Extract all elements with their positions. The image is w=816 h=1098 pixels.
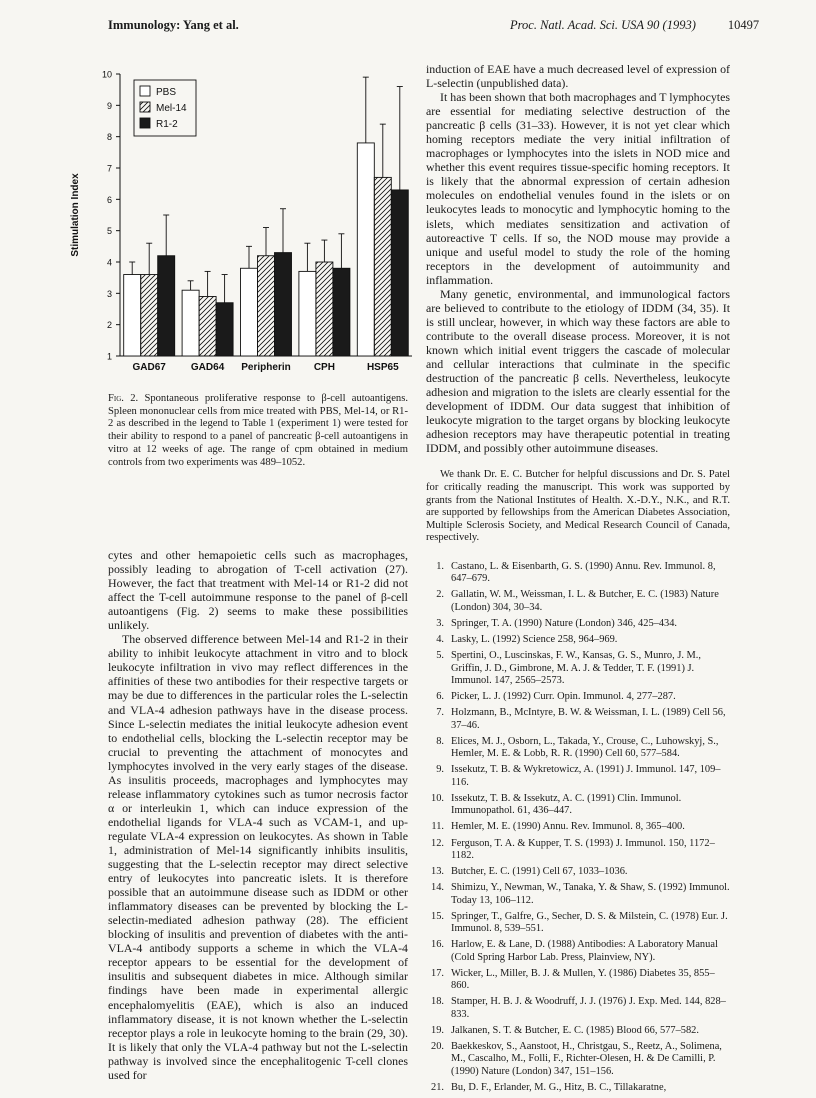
bar <box>374 177 391 356</box>
reference-item <box>426 939 730 964</box>
y-axis-label: Stimulation Index <box>70 173 81 257</box>
reference-item <box>426 764 730 789</box>
bar <box>182 290 199 356</box>
reference-text: Spertini, O., Luscinskas, F. W., Kansas, G. S., Munro, J. M., Griffin, J. D., Gimbrone, M. A. J. & Tedder, T. F. (1991) J. Immunol. 147, 2565–2573. <box>451 650 701 686</box>
reference-number: 19. <box>431 1024 444 1036</box>
reference-item <box>426 650 730 687</box>
bar <box>357 143 374 356</box>
reference-item <box>426 707 730 732</box>
reference-number: 4. <box>436 634 444 646</box>
reference-item <box>426 838 730 863</box>
y-tick-label: 2 <box>106 320 112 331</box>
reference-item <box>426 821 730 833</box>
reference-item <box>426 589 730 614</box>
reference-number: 16. <box>431 939 444 951</box>
legend-label: Mel-14 <box>156 103 187 114</box>
paragraph: cytes and other hemapoietic cells such as macrophages, possibly leading to abrogation of T-cell activation (27). However, the fact that treatment with Mel-14 or R1-2 did not affect the T-cell autoimmune response to the panel of β-cell autoantigens (Fig. 2) seems to make these possibilities unlikely. <box>108 548 408 633</box>
x-tick-label: GAD67 <box>132 362 166 373</box>
journal-citation: Proc. Natl. Acad. Sci. USA 90 (1993) 10497 <box>510 18 760 32</box>
reference-text: Baekkeskov, S., Aanstoot, H., Christgau, S., Reetz, A., Solimena, M., Cascalho, M., Folli, F., Richter-Olesen, H. & De Camilli, P. (1990) Nature (London) 347, 151–156. <box>451 1041 722 1077</box>
bar <box>158 256 175 356</box>
legend-label: R1-2 <box>156 119 178 130</box>
figure-caption <box>108 393 408 469</box>
reference-number: 11. <box>431 821 444 833</box>
reference-text: Harlow, E. & Lane, D. (1988) Antibodies: A Laboratory Manual (Cold Spring Harbor Lab. Press, Plainview, NY). <box>451 939 718 963</box>
x-tick-label: HSP65 <box>366 362 399 373</box>
bar <box>216 303 233 356</box>
reference-number: 17. <box>431 967 444 979</box>
right-column-text <box>426 62 730 1098</box>
paragraph: It has been shown that both macrophages and T lymphocytes are essential for mediating selective destruction of the pancreatic β cells (31–33). However, it is not yet clear which homing receptors mediate the very initial infiltration of macrophages or lymphocytes into the islets in NOD mice and whether this event requires tissue-specific homing receptors. It is likely that the abnormal expression of certain adhesion molecules on endothelial venules found in the islets or on leukocytes leads to monocytic and lymphocytic homing to the islets, which mediates sensitization and activation of autoreactive T cells. If so, the NOD mouse may provide a unique and useful model to study the role of the homing receptors in the development of autoimmunity and inflammation. <box>426 90 730 287</box>
y-tick-label: 7 <box>106 163 112 174</box>
reference-number: 8. <box>436 735 444 747</box>
reference-number: 21. <box>431 1081 444 1093</box>
bar <box>391 190 408 356</box>
reference-item <box>426 996 730 1021</box>
reference-list <box>426 561 730 1094</box>
reference-number: 20. <box>431 1041 444 1053</box>
reference-number: 7. <box>436 707 444 719</box>
legend-swatch <box>140 102 150 112</box>
reference-text: Elices, M. J., Osborn, L., Takada, Y., Crouse, C., Luhowskyj, S., Hemler, M. E. & Lobb, R. R. (1990) Cell 60, 577–584. <box>451 735 719 760</box>
reference-item <box>426 691 730 703</box>
reference-text: Stamper, H. B. J. & Woodruff, J. J. (1976) J. Exp. Med. 144, 828–833. <box>451 996 726 1020</box>
reference-text: Picker, L. J. (1992) Curr. Opin. Immunol. 4, 277–287. <box>451 691 676 703</box>
bar <box>258 256 275 356</box>
reference-number: 5. <box>436 650 444 662</box>
reference-item <box>426 911 730 936</box>
reference-text: Butcher, E. C. (1991) Cell 67, 1033–1036. <box>451 866 628 878</box>
reference-item <box>426 866 730 878</box>
y-tick-label: 6 <box>106 194 112 205</box>
legend-swatch <box>140 118 150 128</box>
reference-text: Hemler, M. E. (1990) Annu. Rev. Immunol. 8, 365–400. <box>451 821 685 833</box>
reference-item <box>426 1025 730 1037</box>
y-tick-label: 9 <box>106 100 112 111</box>
reference-text: Issekutz, T. B. & Issekutz, A. C. (1991) Clin. Immunol. Immunopathol. 61, 436–447. <box>451 792 682 817</box>
reference-item <box>426 968 730 993</box>
x-tick-label: GAD64 <box>190 362 225 373</box>
reference-text: Springer, T. A. (1990) Nature (London) 346, 425–434. <box>451 617 678 629</box>
legend-swatch <box>140 86 150 96</box>
reference-number: 6. <box>436 691 444 703</box>
x-tick-label: CPH <box>313 362 335 373</box>
reference-number: 14. <box>431 882 444 894</box>
bar <box>299 271 316 356</box>
reference-item <box>426 1041 730 1078</box>
reference-number: 3. <box>436 617 444 629</box>
reference-number: 18. <box>431 996 444 1008</box>
reference-text: Lasky, L. (1992) Science 258, 964–969. <box>451 634 618 646</box>
y-tick-label: 10 <box>101 69 112 80</box>
reference-text: Holzmann, B., McIntyre, B. W. & Weissman, I. L. (1989) Cell 56, 37–46. <box>451 707 726 731</box>
paragraph: induction of EAE have a much decreased level of expression of L-selectin (unpublished data). <box>426 62 730 91</box>
page-number: 10497 <box>727 18 760 32</box>
reference-text: Shimizu, Y., Newman, W., Tanaka, Y. & Shaw, S. (1992) Immunol. Today 13, 106–112. <box>451 882 730 906</box>
reference-text: Bu, D. F., Erlander, M. G., Hitz, B. C., Tillakaratne, <box>451 1081 667 1093</box>
figure-label: Fig. 2. <box>108 393 139 404</box>
reference-number: 15. <box>431 910 444 922</box>
figure-caption-text: Spontaneous proliferative response to β-cell autoantigens. Spleen mononuclear cells from mice treated with PBS, Mel-14, or R1-2 as described in the legend to Table 1 (experiment 1) were tested for their ability to respond to a panel of pancreatic β-cell autoantigens in vitro at 12 weeks of age. The range of cpm obtained in medium controls from two experiments was 489–1052. <box>108 393 408 468</box>
bar <box>316 262 333 356</box>
reference-number: 13. <box>431 866 444 878</box>
reference-number: 10. <box>431 792 444 804</box>
reference-text: Issekutz, T. B. & Wykretowicz, A. (1991) J. Immunol. 147, 109–116. <box>451 764 721 788</box>
paragraph: Many genetic, environmental, and immunological factors are believed to contribute to the etiology of IDDM (34, 35). It is still unclear, however, in which way these factors are able to contribute to the overall disease process. Moreover, it is not known which initial event triggers the cascade of molecular and cellular interactions that culminate in the specific destruction of the pancreatic β cells. Nevertheless, leukocyte adhesion and migration to the islets are clearly essential for the development of IDDM. Our data suggest that inhibition of leukocyte migration to the target organs by blocking leukocyte adhesion receptors may have therapeutic potential in treating IDDM, and possibly other autoimmune diseases. <box>426 286 730 456</box>
bar <box>124 275 141 356</box>
y-tick-label: 4 <box>106 257 112 268</box>
reference-text: Springer, T., Galfre, G., Secher, D. S. & Milstein, C. (1978) Eur. J. Immunol. 8, 539–551. <box>451 910 728 935</box>
bar <box>333 268 350 356</box>
reference-item <box>426 736 730 761</box>
reference-text: Wicker, L., Miller, B. J. & Mullen, Y. (1986) Diabetes 35, 855–860. <box>451 967 715 992</box>
reference-item <box>426 793 730 818</box>
y-tick-label: 1 <box>106 351 112 362</box>
reference-text: Gallatin, W. M., Weissman, I. L. & Butcher, E. C. (1983) Nature (London) 304, 30–34. <box>451 589 719 613</box>
legend-label: PBS <box>156 87 177 98</box>
y-tick-label: 8 <box>106 132 112 143</box>
reference-text: Ferguson, T. A. & Kupper, T. S. (1993) J. Immunol. 150, 1172–1182. <box>451 837 715 861</box>
left-column-text <box>108 548 408 1082</box>
acknowledgments: We thank Dr. E. C. Butcher for helpful discussions and Dr. S. Patel for critically reading the manuscript. This work was supported by grants from the National Institutes of Health. X.-D.Y., N.K., and R.T. are supported by fellowships from the American Diabetes Association, Multiple Sclerosis Society, and Medical Research Council of Canada, respectively. <box>426 469 730 544</box>
bar <box>199 296 216 356</box>
running-head: Immunology: Yang et al. <box>108 18 239 32</box>
bar <box>275 253 292 356</box>
bar <box>141 275 158 356</box>
reference-item <box>426 634 730 646</box>
x-tick-label: Peripherin <box>241 362 291 373</box>
reference-number: 1. <box>436 560 444 572</box>
reference-text: Castano, L. & Eisenbarth, G. S. (1990) Annu. Rev. Immunol. 8, 647–679. <box>451 560 716 585</box>
reference-text: Jalkanen, S. T. & Butcher, E. C. (1985) Blood 66, 577–582. <box>451 1024 699 1036</box>
paragraph: The observed difference between Mel-14 and R1-2 in their ability to inhibit leukocyte attachment in vitro and to block leukocyte infiltration in vivo may reflect differences in the affinities of these two antibodies for their respective targets or may be due to differences in the particular roles the L-selectin and VLA-4 adhesion pathways have in the disease process. Since L-selectin mediates the initial leukocyte adhesion event to endothelial cells, blocking the L-selectin receptor may be crucial to preventing the attachment of monocytes and lymphocytes involved in the very early stages of the disease. As insulitis proceeds, macrophages and lymphocytes may release inflammatory cytokines such as tumor necrosis factor α or interleukin 1, which can induce expression of the endothelial ligands for VLA-4 such as VCAM-1, and up-regulate VLA-4 expression on leukocytes. As shown in Table 1, administration of Mel-14 significantly inhibits insulitis, suggesting that the L-selectin receptor may direct selective entry of leukocytes into pancreatic islets. It is therefore possible that an autoimmune disease such as IDDM or other inflammatory diseases can be prevented by blocking the L-selectin-mediated adhesion pathway (28). The efficient blocking of insulitis and prevention of diabetes with the anti-VLA-4 antibody supports a scheme in which the VLA-4 receptor appears to be essential for the development of insulitis and subsequent diabetes in mice. Although similar findings have been made in experimental allergic encephalomyelitis (EAE), which is also an induced inflammatory disease, it is not known whether the L-selectin receptor plays a role in leukocyte homing to the brain (29, 30). It is likely that only the VLA-4 pathway but not the L-selectin pathway is involved since the encephalitogenic T-cell clones used for <box>108 632 408 1082</box>
reference-number: 9. <box>436 764 444 776</box>
reference-number: 12. <box>431 837 444 849</box>
reference-number: 2. <box>436 589 444 601</box>
reference-item <box>426 561 730 586</box>
figure-2-bar-chart <box>60 60 420 385</box>
reference-item <box>426 882 730 907</box>
y-tick-label: 5 <box>106 226 112 237</box>
y-tick-label: 3 <box>106 288 112 299</box>
bar <box>241 268 258 356</box>
reference-item <box>426 618 730 630</box>
reference-item <box>426 1082 730 1094</box>
